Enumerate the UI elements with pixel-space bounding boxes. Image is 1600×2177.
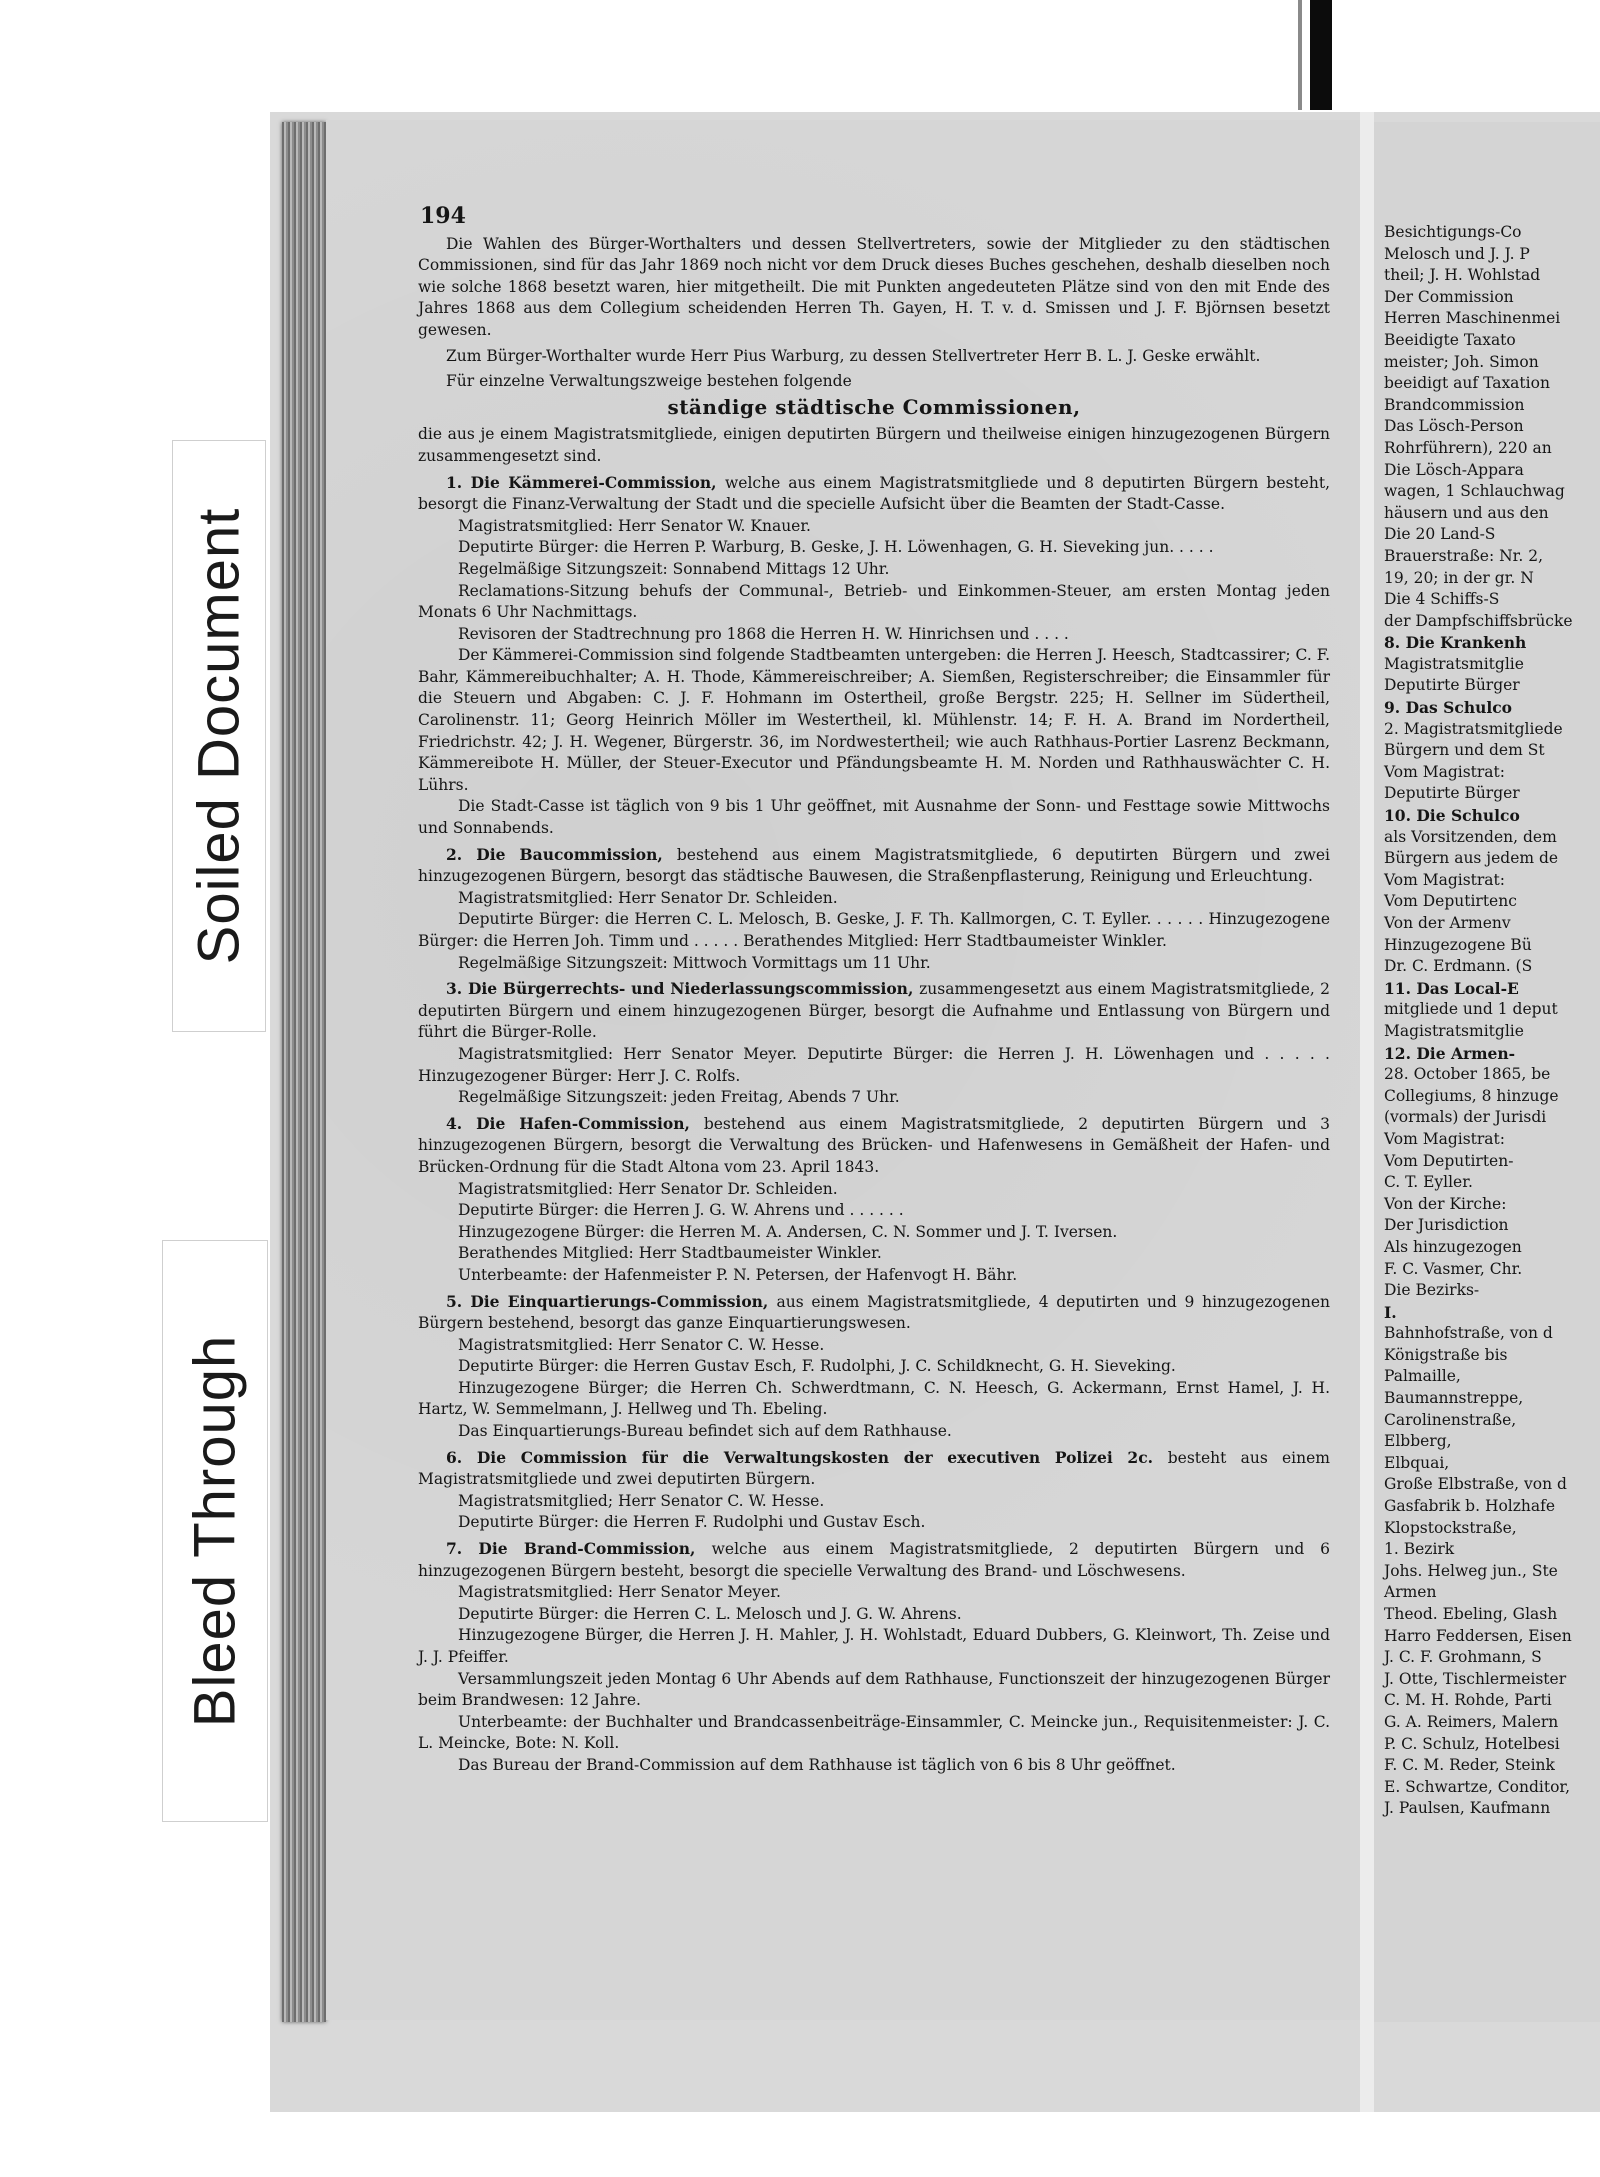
right-page-line: wagen, 1 Schlauchwag (1384, 482, 1565, 501)
commission-detail: Das Bureau der Brand-Commission auf dem Rathhause ist täglich von 6 bis 8 Uhr geöffnet. (458, 1755, 1176, 1774)
commission-1 (418, 472, 1330, 516)
right-page-line: Hinzugezogene Bü (1384, 935, 1532, 954)
right-page-line: häusern und aus den (1384, 503, 1549, 522)
page-gutter (1360, 112, 1374, 2112)
right-page-line: 11. Das Local-E (1384, 978, 1519, 998)
commission-detail: Hinzugezogene Bürger: die Herren M. A. Andersen, C. N. Sommer und J. T. Iversen. (458, 1222, 1118, 1241)
right-page-line: Magistratsmitglie (1384, 1021, 1524, 1040)
right-page-line: 19, 20; in der gr. N (1384, 568, 1534, 587)
right-page-line: Beeidigte Taxato (1384, 330, 1516, 349)
right-page-line: Das Lösch-Person (1384, 417, 1524, 436)
right-page-line: Bürgern und dem St (1384, 741, 1545, 760)
right-page-line: F. C. Vasmer, Chr. (1384, 1259, 1523, 1278)
right-page-line: Königstraße bis (1384, 1345, 1508, 1364)
watermark-bleed-through: Bleed Through (182, 1334, 248, 1728)
section-heading: ständige städtische Commissionen, (667, 394, 1081, 419)
right-page-line: Bürgern aus jedem de (1384, 849, 1559, 868)
right-page-line: Harro Feddersen, Eisen (1384, 1626, 1572, 1645)
right-page-fragment (1374, 122, 1600, 2022)
commission-detail: Magistratsmitglied: Herr Senator W. Knauer. (458, 516, 811, 535)
commission-detail: Berathendes Mitglied: Herr Stadtbaumeister Winkler. (458, 1244, 882, 1263)
right-page-line: Baumannstreppe, (1384, 1389, 1524, 1408)
right-page-line: Von der Kirche: (1384, 1194, 1507, 1213)
commission-list (418, 472, 1330, 1777)
right-page-line: theil; J. H. Wohlstad (1384, 266, 1541, 285)
commission-detail: Magistratsmitglied: Herr Senator Dr. Schleiden. (458, 1179, 838, 1198)
right-page-line: 1. Bezirk (1384, 1540, 1455, 1559)
commission-detail: Unterbeamte: der Hafenmeister P. N. Petersen, der Hafenvogt H. Bähr. (458, 1265, 1018, 1284)
commission-title: 7. Die Brand-Commission, (446, 1539, 712, 1559)
right-page-line: 12. Die Armen- (1384, 1043, 1516, 1063)
commission-detail: Deputirte Bürger: die Herren P. Warburg, B. Geske, J. H. Löwenhagen, G. H. Sieveking jun. . . . . (458, 538, 1214, 557)
right-page-line: als Vorsitzenden, dem (1384, 827, 1557, 846)
commission-detail: Der Kämmerei-Commission sind folgende Stadtbeamten untergeben: die Herren J. Heesch, Stadtcassirer; C. F. Bahr, Kämmereibuchhalter; A. H. Thode, Kämmereischreiber; A. Siemßen, Registerschreiber; die Einsammler für die Steuern und Abgaben: C. J. F. Hohmann im Ostertheil, große Bergstr. 225; H. Sellner im Südertheil, Carolinenstr. 11; Georg Heinrich Möller im Westertheil, kl. Mühlenstr. 14; F. H. A. Brand im Nordertheil, Friedrichstr. 42; J. H. Wegener, Bürgerstr. 36, im Nordwestertheil; wie auch Rathhaus-Portier Lasrenz Beckmann, Kämmereibote H. Müller, der Steuer-Executor und Pfändungsbeamte H. M. Norden und Rathhauswächter C. H. Lührs. (418, 646, 1330, 794)
right-page-line: Vom Deputirtenc (1384, 892, 1517, 911)
right-page-line: Brandcommission (1384, 395, 1525, 414)
intro-paragraph: Die Wahlen des Bürger-Worthalters und dessen Stellvertreters, sowie der Mitglieder zu den städtischen Commissionen, sind für das Jahr 1869 noch nicht vor dem Druck dieses Buches geschehen, deshalb dieselben noch wie solche 1868 besetzt waren, hier mitgetheilt. Die mit Punkten angedeuteten Plätze sind von den mit Ende des Jahres 1868 aus dem Collegium scheidenden Herren Th. Gayen, H. T. v. d. Smissen und J. F. Björnsen besetzt gewesen. (418, 234, 1330, 339)
right-page-line: Carolinenstraße, (1384, 1410, 1517, 1429)
commission-title: 6. Die Commission für die Verwaltungskosten der executiven Polizei 2c. (446, 1447, 1168, 1467)
commission-detail: Hinzugezogene Bürger, die Herren J. H. Mahler, J. H. Wohlstadt, Eduard Dubbers, G. Kleinwort, Th. Zeise und J. J. Pfeiffer. (418, 1626, 1330, 1666)
commission-detail: Reclamations-Sitzung behufs der Communal-, Betrieb- und Einkommen-Steuer, am ersten Montag jeden Monats 6 Uhr Nachmittags. (418, 581, 1330, 622)
right-page-line: Bahnhofstraße, von d (1384, 1324, 1553, 1343)
right-page-line: 2. Magistratsmitgliede (1384, 719, 1563, 738)
commission-5 (418, 1291, 1330, 1335)
right-page-line: Melosch und J. J. P (1384, 244, 1530, 263)
right-page-line: Deputirte Bürger (1384, 676, 1520, 695)
right-page-line: Vom Deputirten- (1384, 1151, 1514, 1170)
scan-edge-line (1298, 0, 1302, 110)
right-page-line: Als hinzugezogen (1384, 1237, 1522, 1256)
commission-detail: Hinzugezogene Bürger; die Herren Ch. Schwerdtmann, C. N. Heesch, G. Ackermann, Ernst Hamel, J. H. Hartz, W. Semmelmann, J. Hellweg und Th. Ebeling. (418, 1378, 1330, 1419)
commission-title: 3. Die Bürgerrechts- und Niederlassungscommission, (446, 979, 920, 999)
watermark-bleed-through-box (162, 1240, 268, 1822)
commission-detail: Deputirte Bürger: die Herren Gustav Esch, F. Rudolphi, J. C. Schildknecht, G. H. Sieveking. (458, 1357, 1176, 1376)
right-page-line: Gasfabrik b. Holzhafe (1384, 1497, 1556, 1516)
right-page-line: E. Schwartze, Conditor, (1384, 1777, 1571, 1796)
right-page-line: Palmaille, (1384, 1367, 1461, 1386)
right-page-line: G. A. Reimers, Malern (1384, 1712, 1559, 1731)
right-page-line: der Dampfschiffsbrücke (1384, 611, 1573, 630)
commission-detail: Deputirte Bürger: die Herren J. G. W. Ahrens und . . . . . . (458, 1201, 904, 1220)
right-page-line: Brauerstraße: Nr. 2, (1384, 546, 1544, 565)
commission-detail: Regelmäßige Sitzungszeit: Mittwoch Vormittags um 11 Uhr. (458, 953, 931, 972)
right-page-line: 28. October 1865, be (1384, 1065, 1551, 1084)
commission-detail: Das Einquartierungs-Bureau befindet sich auf dem Rathhause. (458, 1422, 952, 1441)
commission-detail: Revisoren der Stadtrechnung pro 1868 die Herren H. W. Hinrichsen und . . . . (458, 624, 1069, 643)
commission-title: 5. Die Einquartierungs-Commission, (446, 1291, 777, 1311)
right-page-line: Elbquai, (1384, 1453, 1450, 1472)
right-page-line: meister; Joh. Simon (1384, 352, 1539, 371)
commission-description: besteht aus einem Magistratsmitgliede und zwei deputirten Bürgern. (418, 1448, 1330, 1489)
commission-description: bestehend aus einem Magistratsmitgliede, 6 deputirten Bürgern und zwei hinzugezogenen Bürgern, besorgt das städtische Bauwesen, die Straßenpflasterung, Reinigung und Erleuchtung. (418, 845, 1330, 886)
right-page-line: F. C. M. Reder, Steink (1384, 1756, 1555, 1775)
right-page-line: C. M. H. Rohde, Parti (1384, 1691, 1552, 1710)
heading-continuation: die aus je einem Magistratsmitgliede, einigen deputirten Bürgern und theilweise einigen hinzugezogenen Bürgern zusammengesetzt sind. (418, 425, 1330, 465)
right-page-text (1384, 222, 1600, 1820)
commission-title: 1. Die Kämmerei-Commission, (446, 472, 726, 492)
page-body (418, 203, 1330, 1777)
right-page-line: Johs. Helweg jun., Ste (1384, 1561, 1558, 1580)
commission-description: aus einem Magistratsmitgliede, 4 deputirten und 9 hinzugezogenen Bürgern bestehend, besorgt das ganze Einquartierungswesen. (418, 1292, 1330, 1333)
right-page-line: J. Paulsen, Kaufmann (1384, 1799, 1551, 1818)
commission-6 (418, 1447, 1330, 1491)
watermark-soiled-document: Soiled Document (186, 507, 252, 965)
right-page-line: Vom Magistrat: (1384, 762, 1506, 781)
right-page-line: Der Commission (1384, 287, 1514, 306)
commission-detail: Magistratsmitglied: Herr Senator C. W. Hesse. (458, 1335, 825, 1354)
right-page-line: Die 20 Land-S (1384, 525, 1496, 544)
commission-description: bestehend aus einem Magistratsmitgliede, 2 deputirten Bürgern und 3 hinzugezogenen Bürgern, besorgt die Verwaltung des Brücken- und Hafenwesens in Gemäßheit der Hafen- und Brücken-Ordnung für die Stadt Altona vom 23. April 1843. (418, 1114, 1330, 1176)
right-page-line: J. C. F. Grohmann, S (1384, 1648, 1542, 1667)
right-page-line: Armen (1384, 1583, 1437, 1602)
right-page-line: Die Lösch-Appara (1384, 460, 1524, 479)
right-page-line: Der Jurisdiction (1384, 1216, 1509, 1235)
right-page-line: (vormals) der Jurisdi (1384, 1108, 1547, 1127)
commission-detail: Magistratsmitglied: Herr Senator Meyer. (458, 1583, 781, 1602)
right-page-line: 8. Die Krankenh (1384, 633, 1527, 653)
commission-description: welche aus einem Magistratsmitgliede und 8 deputirten Bürgern besteht, besorgt die Finanz-Verwaltung der Stadt und die specielle Aufsicht über die Beamten der Stadt-Casse. (418, 473, 1330, 514)
commission-detail: Deputirte Bürger: die Herren F. Rudolphi und Gustav Esch. (458, 1513, 926, 1532)
right-page-line: Deputirte Bürger (1384, 784, 1520, 803)
right-page-line: Rohrführern), 220 an (1384, 438, 1552, 457)
commission-detail: Deputirte Bürger: die Herren C. L. Melosch und J. G. W. Ahrens. (458, 1604, 962, 1623)
right-page-line: Von der Armenv (1384, 914, 1511, 932)
commission-3 (418, 978, 1330, 1044)
right-page-line: Elbberg, (1384, 1432, 1452, 1451)
left-page (326, 120, 1360, 2020)
right-page-line: Collegiums, 8 hinzuge (1384, 1086, 1559, 1105)
right-page-line: Besichtigungs-Co (1384, 223, 1522, 241)
right-page-line: Theod. Ebeling, Glash (1384, 1605, 1558, 1623)
right-page-line: beeidigt auf Taxation (1384, 374, 1550, 393)
right-page-line: mitgliede und 1 deput (1384, 1000, 1558, 1019)
commissions-lead: Für einzelne Verwaltungszweige bestehen folgende (446, 372, 852, 391)
right-page-line: Große Elbstraße, von d (1384, 1475, 1567, 1494)
right-page-line: Die 4 Schiffs-S (1384, 590, 1500, 609)
commission-detail: Magistratsmitglied: Herr Senator Dr. Schleiden. (458, 888, 838, 907)
right-page-line: Magistratsmitglie (1384, 654, 1524, 673)
commission-detail: Regelmäßige Sitzungszeit: jeden Freitag, Abends 7 Uhr. (458, 1088, 900, 1107)
commission-detail: Deputirte Bürger: die Herren C. L. Melosch, B. Geske, J. F. Th. Kallmorgen, C. T. Eyller. . . . . . Hinzugezogene Bürger: die Herren Joh. Timm und . . . . . Berathendes Mitglied: Herr Stadtbaumeister Winkler. (418, 910, 1330, 950)
commission-detail: Magistratsmitglied; Herr Senator C. W. Hesse. (458, 1491, 825, 1510)
commission-detail: Unterbeamte: der Buchhalter und Brandcassenbeiträge-Einsammler, C. Meincke jun., Requisitenmeister: J. C. L. Meincke, Bote: N. Koll. (418, 1712, 1330, 1753)
right-page-line: 9. Das Schulco (1384, 698, 1513, 718)
right-page-line: I. (1384, 1302, 1397, 1322)
right-page-line: P. C. Schulz, Hotelbesi (1384, 1734, 1560, 1753)
commission-4 (418, 1113, 1330, 1179)
right-page-line: Herren Maschinenmei (1384, 309, 1561, 328)
commission-title: 2. Die Baucommission, (446, 844, 677, 864)
commission-description: zusammengesetzt aus einem Magistratsmitgliede, 2 deputirten Bürgern und einem hinzugezogenen Bürger, besorgt die Aufnahme und Entlassung von Bürgern und führt die Bürger-Rolle. (418, 980, 1330, 1042)
commission-description: welche aus einem Magistratsmitgliede, 2 deputirten Bürgern und 6 hinzugezogenen Bürgern besteht, besorgt die specielle Verwaltung des Brand- und Löschwesens. (418, 1540, 1330, 1580)
book-page-edges (282, 122, 326, 2022)
page-number: 194 (420, 203, 466, 229)
right-page-line: Die Bezirks- (1384, 1281, 1480, 1300)
scan-black-bar (1310, 0, 1332, 110)
worthalter-paragraph: Zum Bürger-Worthalter wurde Herr Pius Warburg, zu dessen Stellvertreter Herr B. L. J. Geske erwählt. (446, 346, 1261, 365)
commission-detail: Magistratsmitglied: Herr Senator Meyer. Deputirte Bürger: die Herren J. H. Löwenhagen und . . . . . Hinzugezogener Bürger: Herr J. C. Rolfs. (418, 1044, 1330, 1085)
watermark-soiled-document-box (172, 440, 266, 1032)
right-page-line: C. T. Eyller. (1384, 1173, 1473, 1192)
right-page-line: Klopstockstraße, (1384, 1518, 1517, 1537)
commission-detail: Versammlungszeit jeden Montag 6 Uhr Abends auf dem Rathhause, Functionszeit der hinzugezogenen Bürger beim Brandwesen: 12 Jahre. (418, 1669, 1330, 1710)
commission-title: 4. Die Hafen-Commission, (446, 1113, 704, 1133)
right-page-line: Vom Magistrat: (1384, 870, 1506, 889)
commission-2 (418, 844, 1330, 888)
right-page-line: Vom Magistrat: (1384, 1129, 1506, 1148)
right-page-line: J. Otte, Tischlermeister (1384, 1669, 1567, 1688)
commission-7 (418, 1538, 1330, 1582)
commission-detail: Regelmäßige Sitzungszeit: Sonnabend Mittags 12 Uhr. (458, 559, 890, 578)
right-page-line: Dr. C. Erdmann. (S (1384, 957, 1533, 976)
right-page-line: 10. Die Schulco (1384, 806, 1520, 826)
commission-detail: Die Stadt-Casse ist täglich von 9 bis 1 Uhr geöffnet, mit Ausnahme der Sonn- und Festtage sowie Mittwochs und Sonnabends. (418, 797, 1330, 838)
